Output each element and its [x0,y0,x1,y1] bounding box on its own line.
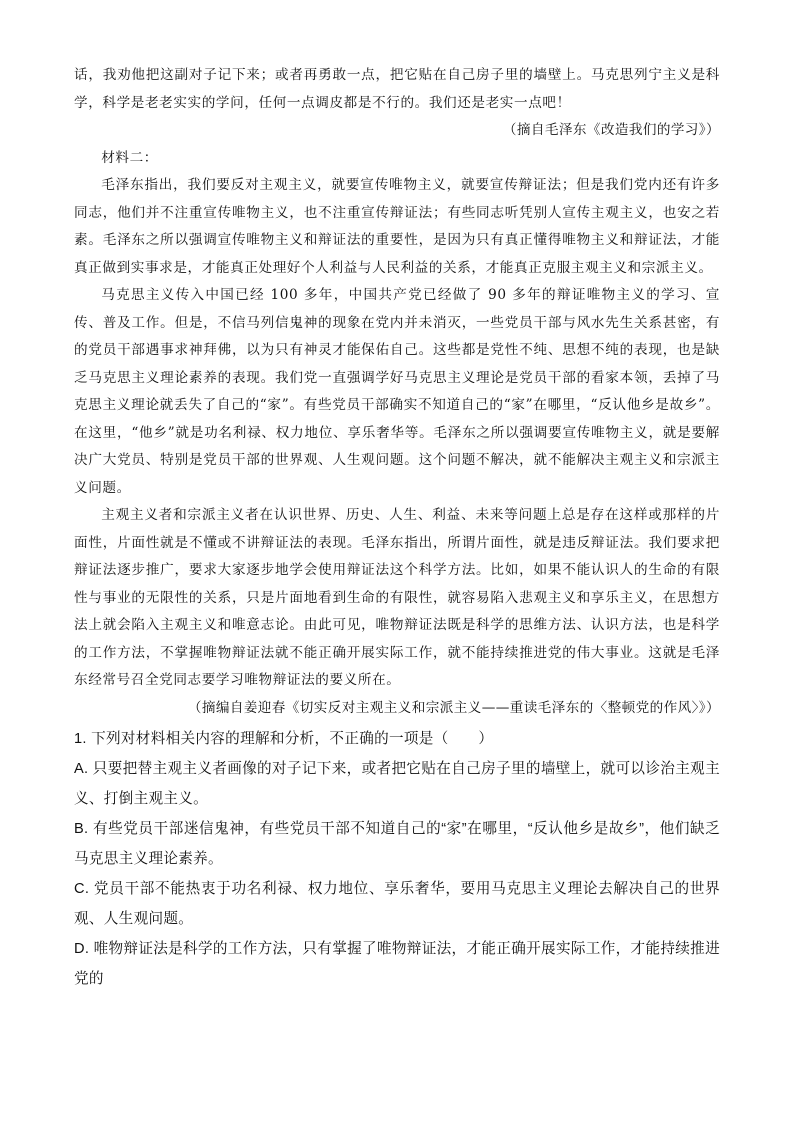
material2-source: （摘编自姜迎春《切实反对主观主义和宗派主义——重读毛泽东的〈整顿党的作风〉》） [187,699,720,716]
material1-tail-text: 话，我劝他把这副对子记下来；或者再勇敢一点，把它贴在自己房子里的墙壁上。马克思列宁主义是科学，科学是老老实实的学问，任何一点调皮都是不行的。我们还是老实一点吧！ [74,67,720,111]
question-stem: 1. 下列对材料相关内容的理解和分析，不正确的一项是（ ） [74,731,494,747]
option-c: C. 党员干部不能热衷于功名利禄、权力地位、享乐奢华，要用马克思主义理论去解决自己的世界观、人生观问题。 [74,881,720,927]
material2-label: 材料二： [101,149,158,166]
material1-source: （摘自毛泽东《改造我们的学习》） [502,122,720,138]
option-b: B. 有些党员干部迷信鬼神，有些党员干部不知道自己的“家”在哪里，“反认他乡是故乡”，他们缺乏马克思主义理论素养。 [74,821,720,867]
material2-paragraph-1: 毛泽东指出，我们要反对主观主义，就要宣传唯物主义，就要宣传辩证法；但是我们党内还有许多同志，他们并不注重宣传唯物主义，也不注重宣传辩证法；有些同志听凭别人宣传主观主义，也安之若素。毛泽东之所以强调宣传唯物主义和辩证法的重要性，是因为只有真正懂得唯物主义和辩证法，才能真正做到实事求是，才能真正处理好个人利益与人民利益的关系，才能真正克服主观主义和宗派主义。 [74,177,720,276]
material2-paragraph-3: 主观主义者和宗派主义者在认识世界、历史、人生、利益、未来等问题上总是存在这样或那样的片面性，片面性就是不懂或不讲辩证法的表现。毛泽东指出，所谓片面性，就是违反辩证法。我们要求把辩证法逐步推广，要求大家逐步地学会使用辩证法这个科学方法。比如，如果不能认识人的生命的有限性与事业的无限性的关系，只是片面地看到生命的有限性，就容易陷入悲观主义和享乐主义，在思想方法上就会陷入主观主义和唯意志论。由此可见，唯物辩证法既是科学的思维方法、认识方法，也是科学的工作方法，不掌握唯物辩证法就不能正确开展实际工作，就不能持续推进党的伟大事业。这就是毛泽东经常号召全党同志要学习唯物辩证法的要义所在。 [74,507,720,688]
option-d: D. 唯物辩证法是科学的工作方法，只有掌握了唯物辩证法，才能正确开展实际工作，才能持续推进党的 [74,941,720,987]
document-page [74,62,720,994]
option-a: A. 只要把替主观主义者画像的对子记下来，或者把它贴在自己房子里的墙壁上，就可以诊治主观主义、打倒主观主义。 [74,761,720,807]
material2-paragraph-2: 马克思主义传入中国已经 100 多年，中国共产党已经做了 90 多年的辩证唯物主义的学习、宣传、普及工作。但是，不信马列信鬼神的现象在党内并未消灭，一些党员干部与风水先生关系甚密，有的党员干部遇事求神拜佛，以为只有神灵才能保佑自己。这些都是党性不纯、思想不纯的表现，也是缺乏马克思主义理论素养的表现。我们党一直强调学好马克思主义理论是党员干部的看家本领，丢掉了马克思主义理论就丢失了自己的“家”。有些党员干部确实不知道自己的“家”在哪里，“反认他乡是故乡”。在这里，“他乡”就是功名利禄、权力地位、享乐奢华等。毛泽东之所以强调要宣传唯物主义，就是要解决广大党员、特别是党员干部的世界观、人生观问题。这个问题不解决，就不能解决主观主义和宗派主义问题。 [74,287,720,496]
